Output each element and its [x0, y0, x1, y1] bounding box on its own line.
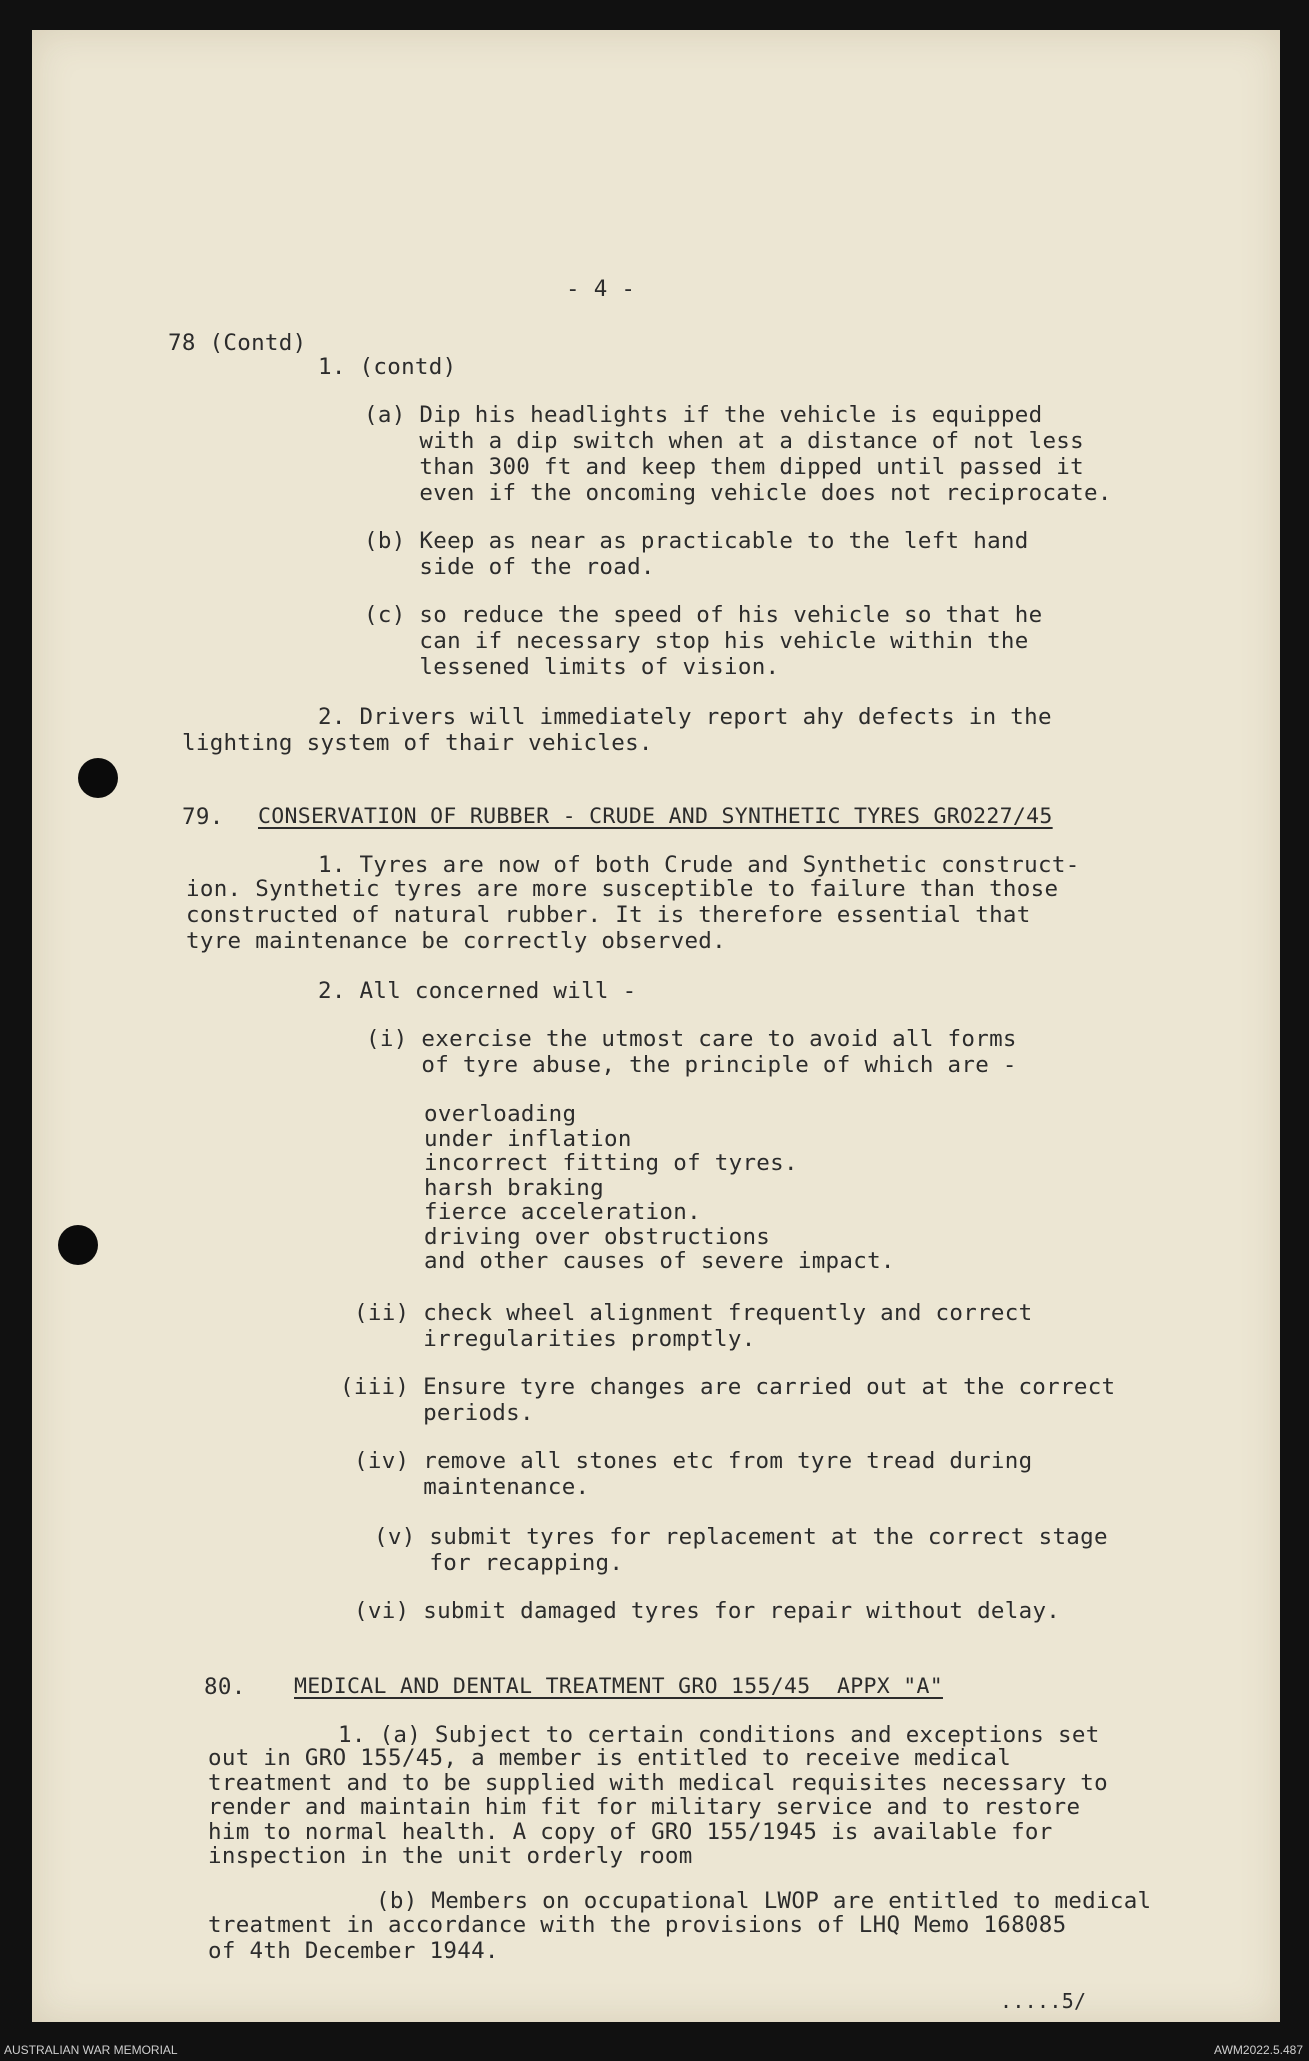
- para-80-b-line1: (b) Members on occupational LWOP are entitled to medical: [376, 1888, 1152, 1914]
- para-80-number: 80.: [204, 1674, 246, 1700]
- para-78-item-c: (c) so reduce the speed of his vehicle so that he can if necessary stop his vehicle within the lessened limits of vision.: [364, 602, 1043, 680]
- para-80-title: MEDICAL AND DENTAL TREATMENT GRO 155/45 APPX "A": [294, 1674, 943, 1699]
- para-79-item-i: (i) exercise the utmost care to avoid all forms of tyre abuse, the principle of which are -: [366, 1026, 1017, 1078]
- para-79-p1-rest: ion. Synthetic tyres are more susceptible to failure than those constructed of natural rubber. It is therefore essential that tyre maintenance be correctly observed.: [186, 876, 1059, 954]
- para-78-p2-line1: 2. Drivers will immediately report ahy defects in the: [318, 704, 1052, 730]
- para-79-item-ii: (ii) check wheel alignment frequently and correct irregularities promptly.: [354, 1300, 1033, 1352]
- para-79-item-iii: (iii) Ensure tyre changes are carried out at the correct periods.: [340, 1374, 1116, 1426]
- para-79-p2: 2. All concerned will -: [318, 978, 637, 1004]
- continuation-marker: .....5/: [1000, 1989, 1087, 2013]
- punch-hole-upper: [78, 758, 118, 798]
- para-80-a-rest: out in GRO 155/45, a member is entitled to receive medical treatment and to be supplied with medical requisites necessary to render and maintain him fit for military service and to restore him to normal health. A copy of GRO 155/1945 is available for inspection in the unit orderly room: [208, 1745, 1108, 1869]
- para-79-p1-line1: 1. Tyres are now of both Crude and Synthetic construct-: [318, 852, 1080, 878]
- para-79-abuse-list: overloading under inflation incorrect fitting of tyres. harsh braking fierce acceleration. driving over obstructions and other causes of severe impact.: [424, 1101, 895, 1274]
- footer-source: AUSTRALIAN WAR MEMORIAL: [4, 2043, 178, 2057]
- page-number: - 4 -: [566, 276, 636, 302]
- punch-hole-lower: [58, 1225, 98, 1265]
- para-80-a-line1: 1. (a) Subject to certain conditions and exceptions set: [338, 1722, 1100, 1748]
- para-78-item-b: (b) Keep as near as practicable to the left hand side of the road.: [364, 528, 1029, 580]
- para-80-b-rest: treatment in accordance with the provisions of LHQ Memo 168085 of 4th December 1944.: [208, 1912, 1067, 1964]
- para-78-p2-line2: lighting system of thair vehicles.: [182, 730, 653, 756]
- para-78-item-a: (a) Dip his headlights if the vehicle is equipped with a dip switch when at a distance of not less than 300 ft and keep them dipped until passed it even if the oncoming vehicle does not reciprocate.: [364, 402, 1112, 506]
- para-78-sub: 1. (contd): [318, 354, 457, 380]
- para-79-item-iv: (iv) remove all stones etc from tyre tread during maintenance.: [354, 1448, 1033, 1500]
- para-79-item-vi: (vi) submit damaged tyres for repair without delay.: [354, 1598, 1061, 1624]
- footer-reference: AWM2022.5.487: [1214, 2043, 1303, 2057]
- para-79-title: CONSERVATION OF RUBBER - CRUDE AND SYNTHETIC TYRES GRO227/45: [258, 804, 1053, 829]
- para-79-item-v: (v) submit tyres for replacement at the correct stage for recapping.: [374, 1524, 1108, 1576]
- para-79-number: 79.: [182, 804, 224, 830]
- para-78-heading: 78 (Contd): [168, 330, 307, 356]
